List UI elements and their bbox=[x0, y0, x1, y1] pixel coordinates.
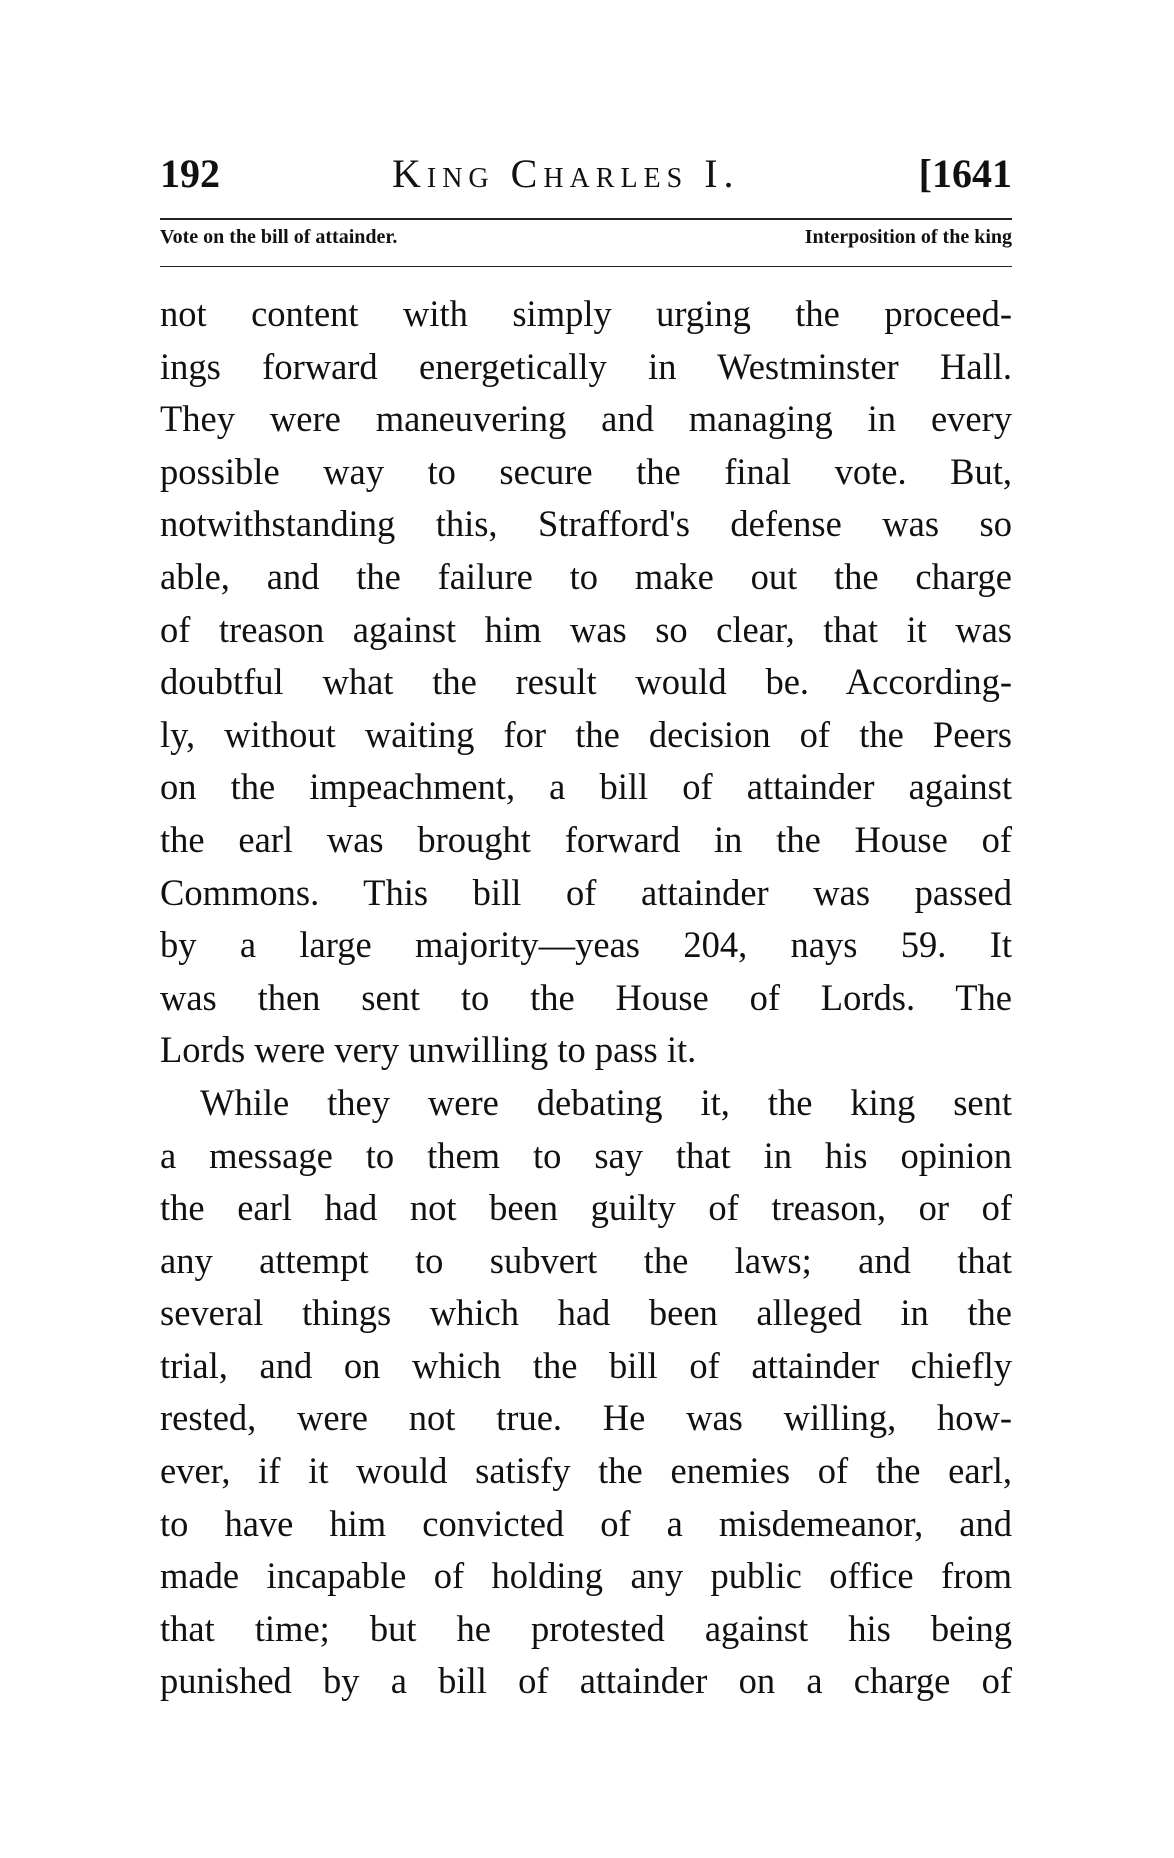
text-line: notwithstanding this, Strafford's defense was so bbox=[160, 503, 1012, 545]
text-line: made incapable of holding any public office from bbox=[160, 1555, 1012, 1597]
text-line: doubtful what the result would be. According- bbox=[160, 661, 1012, 703]
running-title: King Charles I. bbox=[392, 151, 740, 196]
sidenote-right: Interposition of the king bbox=[804, 226, 1012, 248]
text-line: on the impeachment, a bill of attainder against bbox=[160, 766, 1012, 808]
text-line: Lords were very unwilling to pass it. bbox=[160, 1029, 697, 1071]
text-line: ings forward energetically in Westminster Hall. bbox=[160, 345, 1012, 387]
body-text bbox=[160, 288, 1012, 1708]
text-line: possible way to secure the final vote. But, bbox=[160, 450, 1012, 492]
running-year: [1641 bbox=[918, 151, 1012, 196]
text-line: by a large majority—yeas 204, nays 59. It bbox=[160, 924, 1012, 966]
text-line: ly, without waiting for the decision of the Peers bbox=[160, 713, 1012, 755]
text-line: ever, if it would satisfy the enemies of the earl, bbox=[160, 1450, 1012, 1492]
text-line: the earl had not been guilty of treason, or of bbox=[160, 1187, 1012, 1229]
text-line: the earl was brought forward in the House of bbox=[160, 818, 1012, 860]
header-rule bbox=[160, 218, 1012, 220]
text-line: trial, and on which the bill of attainder chiefly bbox=[160, 1344, 1012, 1386]
text-line: rested, were not true. He was willing, how- bbox=[160, 1397, 1012, 1439]
text-line: They were maneuvering and managing in every bbox=[160, 398, 1012, 440]
text-line: that time; but he protested against his being bbox=[160, 1607, 1012, 1649]
text-line: a message to them to say that in his opinion bbox=[160, 1134, 1012, 1176]
paragraph-1 bbox=[160, 288, 1012, 1077]
text-line: not content with simply urging the proceed- bbox=[160, 293, 1012, 334]
text-line: to have him convicted of a misdemeanor, and bbox=[160, 1502, 1012, 1544]
sidenote-row bbox=[160, 226, 1012, 256]
text-line: able, and the failure to make out the charge bbox=[160, 555, 1012, 597]
text-line: was then sent to the House of Lords. The bbox=[160, 976, 1012, 1018]
sidenote-rule bbox=[160, 266, 1012, 267]
text-line: several things which had been alleged in the bbox=[160, 1292, 1012, 1334]
text-line: While they were debating it, the king sent bbox=[200, 1081, 1012, 1123]
paragraph-2 bbox=[160, 1077, 1012, 1708]
sidenote-left: Vote on the bill of attainder. bbox=[160, 226, 398, 248]
text-line: of treason against him was so clear, that it was bbox=[160, 608, 1012, 650]
running-head bbox=[160, 150, 1012, 210]
text-line: Commons. This bill of attainder was passed bbox=[160, 871, 1012, 913]
page-number: 192 bbox=[160, 151, 220, 196]
text-line: punished by a bill of attainder on a charge of bbox=[160, 1660, 1012, 1702]
text-line: any attempt to subvert the laws; and that bbox=[160, 1239, 1012, 1281]
